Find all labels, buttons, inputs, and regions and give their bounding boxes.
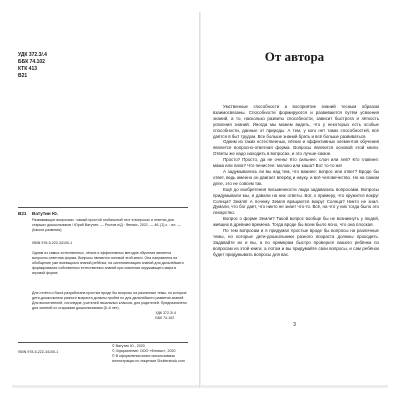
catalog-annotation: Для отчёта и была разработана простые вроде бы вопросы на различные темы, но которые дети-дошкольники разного возраста должны пройти по для дальнейшего развития знаний. Для воспитателей, логопедов, учителей начальных классов, для родителей. Предназначено для занятий со старшими дошкольниками (5–6 лет). (32, 291, 187, 310)
catalog-bbk: ББК 74.102 (155, 316, 175, 320)
paragraph: Вопрос о форме Земли? Такой вопрос вообще бы не возникнуть у людей, живших в древние времена. Тогда вроде бы всем было ясно, что она плоская. (213, 216, 379, 228)
catalog-udk: УДК 372.3/.4 (155, 311, 176, 315)
udk-code: УДК 372.3/.4 (18, 52, 47, 58)
bbk-code: ББК 74.102 (18, 59, 45, 65)
copyright-line: © Ватутин Ю., 2020 (112, 344, 145, 348)
page-number: 3 (293, 322, 296, 328)
catalog-author: Ватутин Ю. (32, 211, 58, 216)
page-edge (201, 385, 388, 388)
isbn-footer: ISBN 978-5-222-34100-1 (18, 350, 59, 354)
copyright-line: © В оформлении книги использованы (112, 354, 176, 358)
book-spread (12, 12, 388, 388)
copyright-line: © Оформление: ООО «Феникс», 2020 (112, 349, 176, 353)
paragraph: А задумывались ли вы над тем, что важнее: вопрос или ответ? Вроде бы ответ, ведь именно он двигает вперёд и науку, и всё человечество. Но на самом деле, это не совсем так. (213, 168, 379, 186)
ktk-code: КТК 413 (18, 66, 38, 72)
paragraph: Умственные способности и восприятие знаний тесным образом взаимосвязаны. Способности формируются и развиваются путём усвоения знаний, а то, насколько развиты способности, зависит быстрота и лёгкость усвоения знаний. Иногда мы можем видеть, что у некоторых есть особые способности, данные от природы. А тем, у кого нет таких способностей, всё даётся в быт трудом. Все больше знаний брать и всё больше развиваться. (213, 104, 379, 139)
paragraph: Просто? Просто, да не очень! Кто сильнее: слон или лев? Кто главнее: мама или папа? Что пенистее: молоко или каша? Вот то-то же! (213, 157, 379, 169)
classification-block (18, 52, 47, 80)
copyright-line: иллюстрации по лицензии Shutterstock.com (112, 359, 185, 363)
divider-top (18, 207, 188, 208)
body-text (213, 104, 379, 258)
divider-bottom (18, 342, 188, 343)
left-page (12, 12, 199, 388)
author-code: В21 (18, 73, 28, 79)
catalog-code: В21 (18, 211, 27, 216)
paragraph: По тем вопросам и я придумал простые вроде бы вопросы на различные темы, но которые дети-дошкольники разного возраста должны проходить. Задавайте их и вы, а по примерам быстро проверьте вашего ребёнка по вопросам из этой книги, а потом и вы придумайте свои вопросы, и сам ребёнок будет придумывать вопросы для вас. (213, 228, 379, 257)
paragraph: Одним из таких естественных, лёгких и эффективных элементов обучения является вопросно-ответная форма. Вопросы являются основой этой книги. Ответы же надо находить в вопросах, и это лучше-самое. (213, 139, 379, 157)
catalog-title: Развивающие вопросики : самый простой глобальный тест в вопросах и ответах для старших дошкольников / Юрий Ватутин. — Ростов н/Д : Феникс, 2021. — 46, [1] с. : ил. — (Школа развития). (32, 218, 181, 232)
section-heading: От автора (264, 49, 325, 64)
page-edge (12, 385, 199, 388)
catalog-isbn: ISBN 978-5-222-34100-1 (32, 241, 73, 245)
catalog-indexes (155, 311, 176, 321)
catalog-abstract: Одним из самых естественных, лёгких и эффективных методов обучения является вопросно-ответная форма. Вопросы являются основой этой книги. Она направлена на обобщение уже имеющихся знаний ребёнка, на систематизацию знаний для дальнейшего формирования собственных естественных знаний при освоении окружающего мира в игровой форме. (32, 251, 184, 275)
right-page (201, 12, 388, 388)
copyright-block (112, 344, 192, 364)
paragraph: Ещё до изобретения письменности люди задавались вопросами. Вопросы придумывали мы, и давали на них ответы. Вот, к примеру, что кружится вокруг Солнца? Земля! А почему Земля вращается вокруг Солнца? Никто не знал. Думали, что бог даёт, что никто не знает что-то. Всё, на что у них тогда было это лекарство. (213, 186, 379, 216)
